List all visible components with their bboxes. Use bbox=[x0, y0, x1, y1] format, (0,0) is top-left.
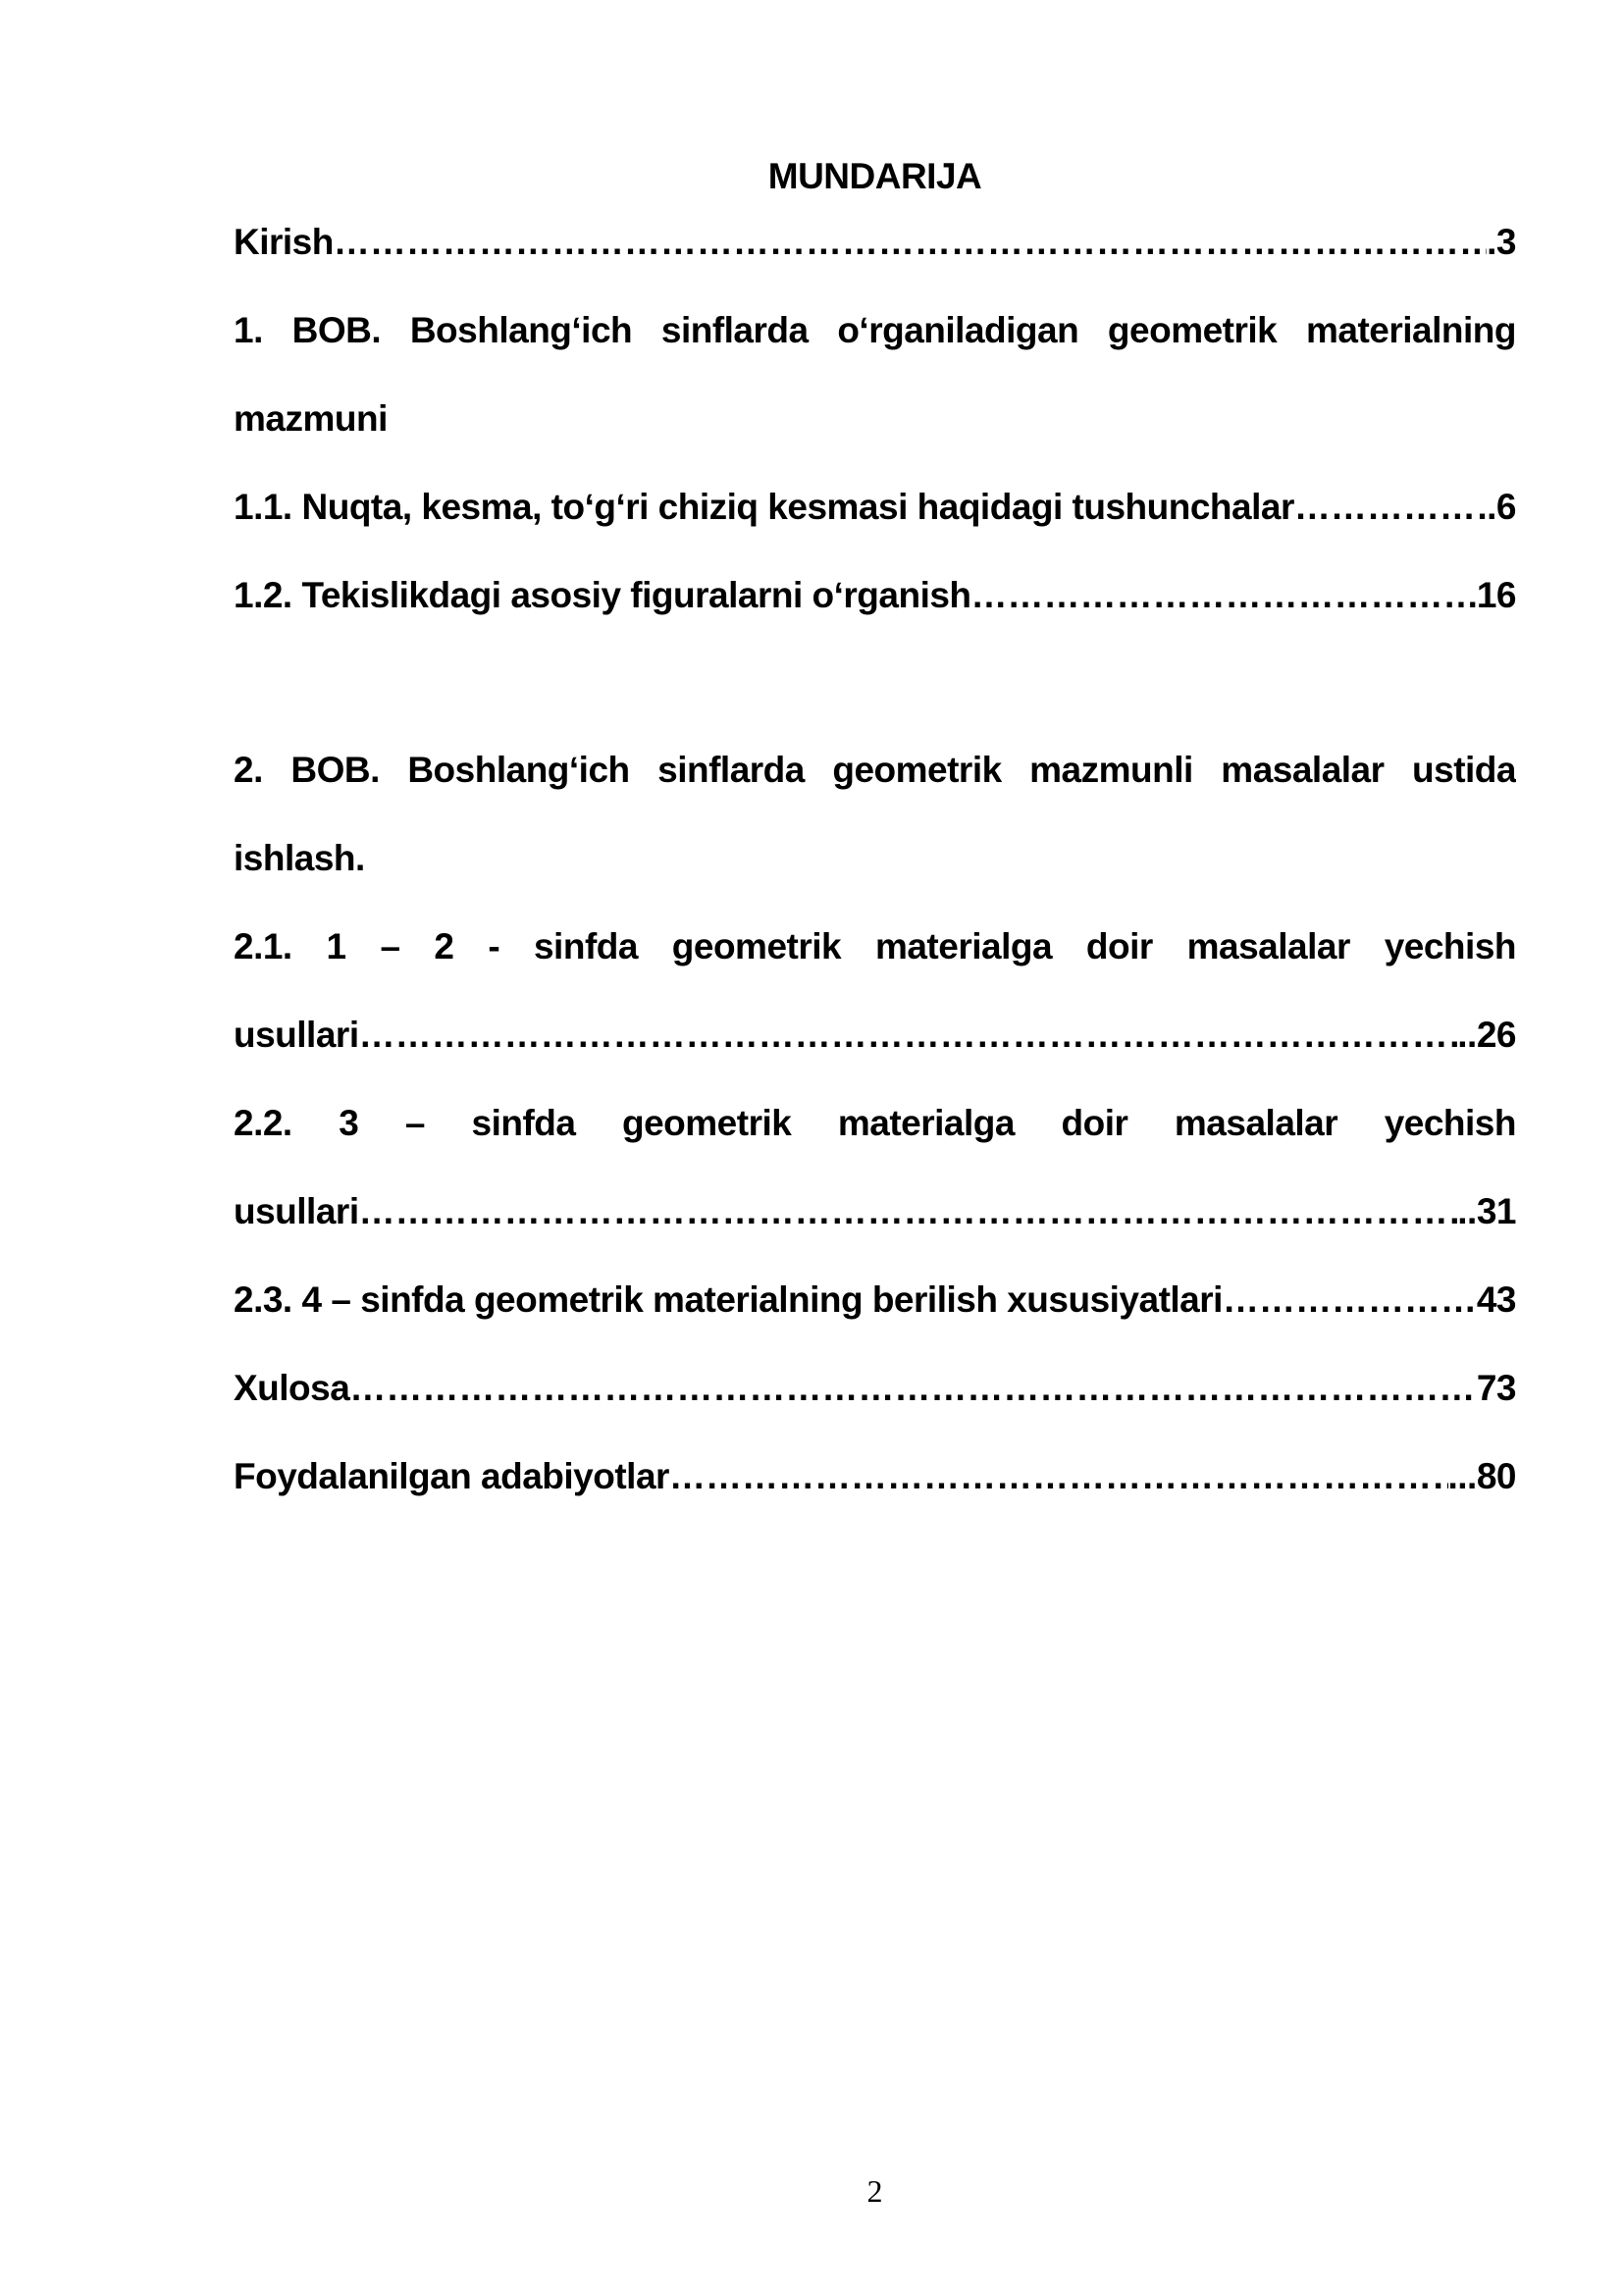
toc-entry-label: 1.1. Nuqta, kesma, to‘g‘ri chiziq kesmasi haqidagi tushunchalar bbox=[234, 487, 1294, 527]
dot-leader bbox=[669, 1452, 1448, 1501]
toc-entry-label: usullari bbox=[234, 1015, 359, 1055]
toc-entry-label: Xulosa bbox=[234, 1368, 350, 1408]
dot-leader bbox=[1294, 483, 1487, 532]
toc-entry-label: 1.2. Tekislikdagi asosiy figuralarni o‘rganish bbox=[234, 575, 971, 615]
toc-chapter-1-heading[interactable]: 1. BOB. Boshlang‘ich sinflarda o‘rganiladigan geometrik materialning bbox=[234, 310, 1516, 350]
toc-page-number: 16 bbox=[1476, 575, 1516, 615]
toc-chapter-2-heading[interactable]: 2. BOB. Boshlang‘ich sinflarda geometrik mazmunli masalalar ustida bbox=[234, 750, 1516, 790]
dot-leader bbox=[349, 1364, 1477, 1413]
toc-entry-label: usullari bbox=[234, 1191, 359, 1231]
toc-chapter-1-heading-cont: mazmuni bbox=[234, 398, 388, 439]
toc-chapter-2-heading-cont: ishlash. bbox=[234, 838, 365, 878]
table-of-contents bbox=[234, 218, 1516, 1540]
toc-entry-1-2[interactable] bbox=[234, 571, 1516, 659]
section-spacer bbox=[234, 659, 1516, 746]
dot-leader bbox=[359, 1187, 1458, 1236]
toc-entry-2-3[interactable] bbox=[234, 1276, 1516, 1364]
toc-page-number: .6 bbox=[1487, 487, 1516, 527]
toc-page-number: ..31 bbox=[1457, 1191, 1516, 1231]
page-number: 2 bbox=[866, 2173, 883, 2209]
toc-page-number: ..26 bbox=[1457, 1015, 1516, 1055]
toc-entry-2-1[interactable]: 2.1. 1 – 2 - sinfda geometrik materialga doir masalalar yechish bbox=[234, 926, 1516, 966]
toc-page-number: 43 bbox=[1476, 1279, 1516, 1320]
toc-page-number: ...80 bbox=[1447, 1456, 1516, 1496]
toc-entry-kirish[interactable] bbox=[234, 218, 1516, 306]
toc-page-number: .3 bbox=[1487, 222, 1516, 262]
dot-leader bbox=[334, 218, 1487, 267]
toc-page-number: 73 bbox=[1476, 1368, 1516, 1408]
toc-entry-label: Foydalanilgan adabiyotlar bbox=[234, 1456, 669, 1496]
page-title: MUNDARIJA bbox=[767, 156, 982, 196]
dot-leader bbox=[1223, 1276, 1477, 1325]
toc-entry-label: Kirish bbox=[234, 222, 334, 262]
dot-leader bbox=[359, 1011, 1458, 1060]
toc-entry-2-1-cont[interactable] bbox=[234, 1011, 1516, 1099]
toc-entry-label: 2.3. 4 – sinfda geometrik materialning berilish xususiyatlari bbox=[234, 1279, 1223, 1320]
toc-entry-1-1[interactable] bbox=[234, 483, 1516, 571]
toc-entry-2-2-cont[interactable] bbox=[234, 1187, 1516, 1276]
toc-entry-2-2[interactable]: 2.2. 3 – sinfda geometrik materialga doir masalalar yechish bbox=[234, 1103, 1516, 1143]
toc-entry-xulosa[interactable] bbox=[234, 1364, 1516, 1452]
toc-entry-adabiyotlar[interactable] bbox=[234, 1452, 1516, 1540]
dot-leader bbox=[971, 571, 1477, 620]
